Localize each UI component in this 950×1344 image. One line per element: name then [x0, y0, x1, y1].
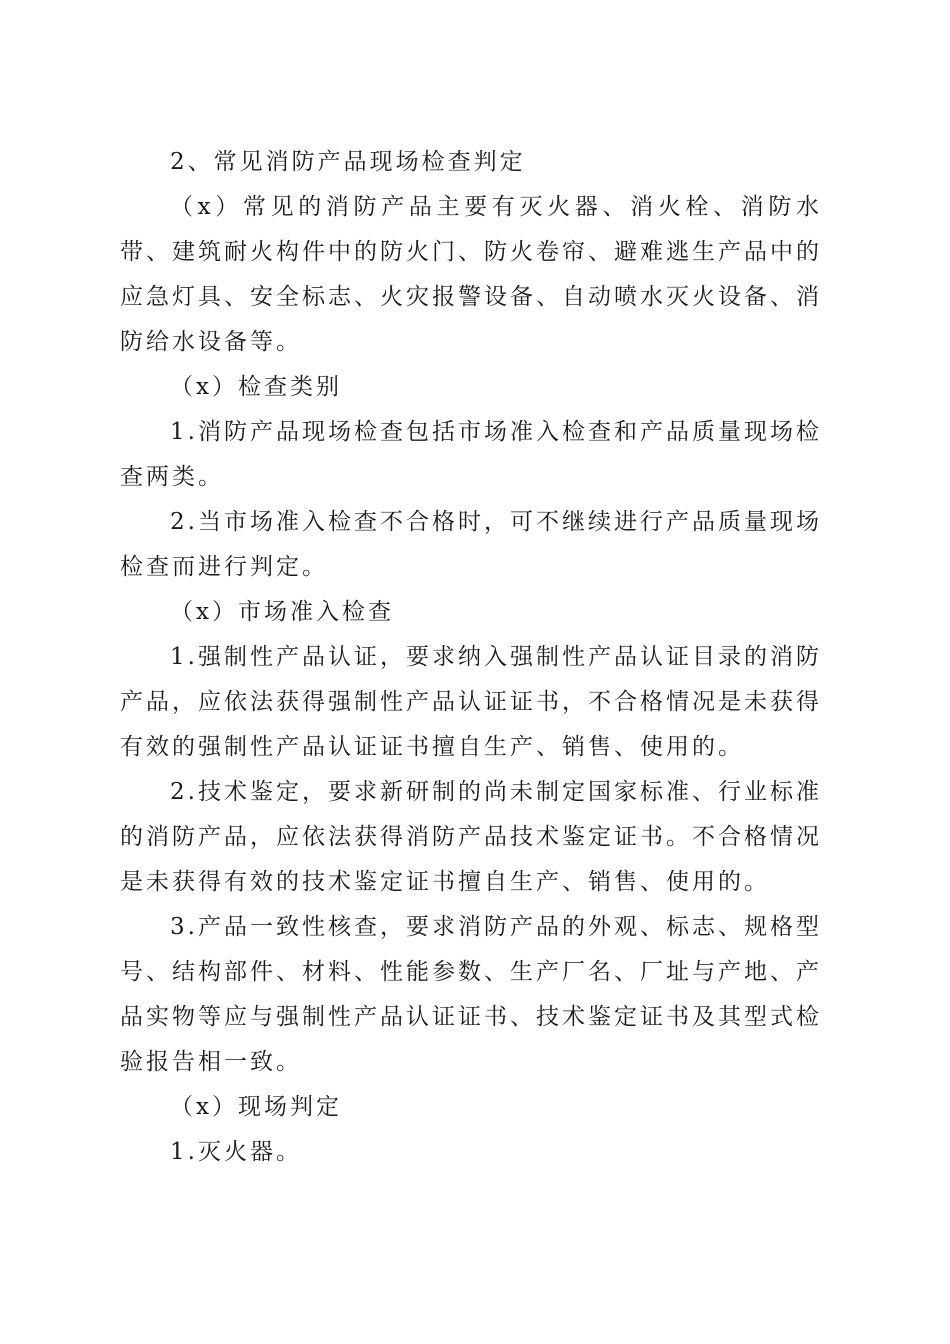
subheading-onsite-judgment: （x）现场判定	[170, 1094, 342, 1120]
subheading-inspection-category: （x）检查类别	[170, 374, 342, 400]
paragraph-market-access-1: 1.强制性产品认证，要求纳入强制性产品认证目录的消防产品，应依法获得强制性产品认证证书，不合格情况是未获得有效的强制性产品认证证书擅自生产、销售、使用的。	[120, 644, 822, 760]
paragraph-market-access-3: 3.产品一致性核查，要求消防产品的外观、标志、规格型号、结构部件、材料、性能参数、生产厂名、厂址与产地、产品实物等应与强制性产品认证证书、技术鉴定证书及其型式检验报告相一致。	[120, 914, 822, 1075]
paragraph-market-access-2: 2.技术鉴定，要求新研制的尚未制定国家标准、行业标准的消防产品，应依法获得消防产品技术鉴定证书。不合格情况是未获得有效的技术鉴定证书擅自生产、销售、使用的。	[120, 779, 822, 895]
document-body	[120, 140, 822, 1175]
paragraph-inspection-category-2: 2.当市场准入检查不合格时，可不继续进行产品质量现场检查而进行判定。	[120, 509, 822, 580]
paragraph-onsite-judgment-1: 1.灭火器。	[170, 1139, 302, 1165]
paragraph-common-products-list: （x）常见的消防产品主要有灭火器、消火栓、消防水带、建筑耐火构件中的防火门、防火卷帘、避难逃生产品中的应急灯具、安全标志、火灾报警设备、自动喷水灭火设备、消防给水设备等。	[120, 194, 822, 355]
paragraph-inspection-category-1: 1.消防产品现场检查包括市场准入检查和产品质量现场检查两类。	[120, 419, 822, 490]
section-heading-common-products: 2、常见消防产品现场检查判定	[170, 149, 526, 175]
subheading-market-access: （x）市场准入检查	[170, 599, 394, 625]
